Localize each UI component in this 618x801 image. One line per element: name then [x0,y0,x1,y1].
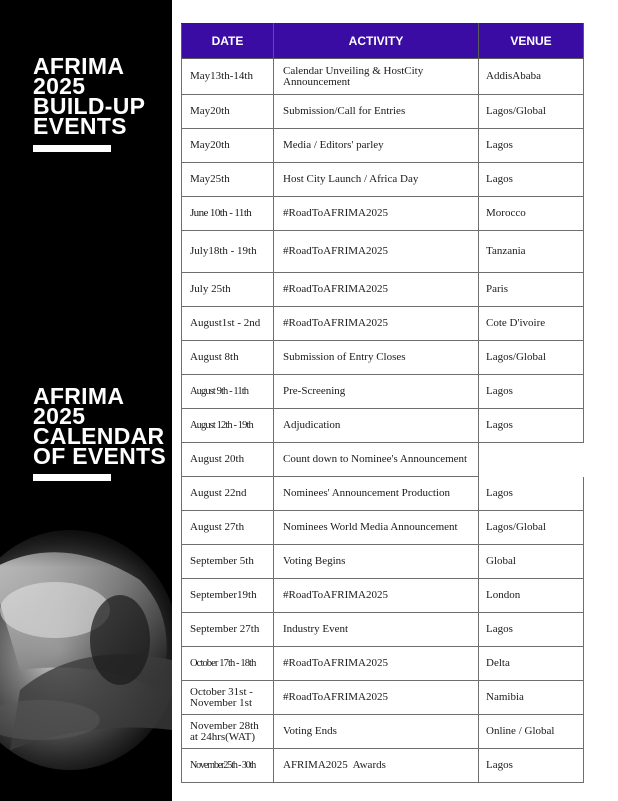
date-cell: September19th [182,579,274,613]
heading-line: EVENTS [33,113,127,139]
activity-cell: Industry Event [274,613,479,647]
build-up-events-heading [33,53,146,139]
venue-cell: Delta [479,647,584,681]
activity-cell: #RoadToAFRIMA2025 [274,231,479,273]
venue-cell: AddisAbaba [479,59,584,95]
venue-cell [479,443,584,477]
date-cell: September 27th [182,613,274,647]
date-cell: November 28th at 24hrs(WAT) [182,715,274,749]
activity-cell: Nominees World Media Announcement [274,511,479,545]
activity-cell: Adjudication [274,409,479,443]
activity-cell: Voting Ends [274,715,479,749]
heading-line: CALENDAR [33,423,165,449]
date-cell: May20th [182,129,274,163]
activity-cell: Voting Begins [274,545,479,579]
venue-cell: Tanzania [479,231,584,273]
heading-line: 2025 [33,73,86,99]
activity-cell: #RoadToAFRIMA2025 [274,307,479,341]
trophy-photo-image [0,490,172,801]
date-cell: August 8th [182,341,274,375]
table-row [182,341,584,375]
activity-cell: Count down to Nominee's Announcement [274,443,479,477]
activity-cell: Pre-Screening [274,375,479,409]
table-row [182,163,584,197]
table-row [182,197,584,231]
table-row [182,511,584,545]
table-row [182,409,584,443]
venue-cell: Lagos [479,749,584,783]
table-row [182,749,584,783]
venue-cell: Lagos [479,409,584,443]
table-row [182,273,584,307]
venue-cell: Lagos/Global [479,341,584,375]
activity-cell: #RoadToAFRIMA2025 [274,197,479,231]
heading-line: AFRIMA [33,383,125,409]
heading-underline [33,474,111,481]
activity-cell: #RoadToAFRIMA2025 [274,579,479,613]
table-row [182,681,584,715]
events-table-container [181,23,583,783]
activity-cell: #RoadToAFRIMA2025 [274,681,479,715]
date-cell: November25th - 30th [182,749,274,783]
date-cell: October 17th - 18th [182,647,274,681]
activity-column-header: ACTIVITY [274,24,479,59]
table-row [182,715,584,749]
date-cell: August1st - 2nd [182,307,274,341]
heading-line: BUILD-UP [33,93,146,119]
heading-line: OF EVENTS [33,443,167,469]
date-cell: August 12th - 19th [182,409,274,443]
activity-cell: Nominees' Announcement Production [274,477,479,511]
table-row [182,477,584,511]
venue-cell: Namibia [479,681,584,715]
activity-cell: Calendar Unveiling & HostCity Announcement [274,59,479,95]
activity-cell: AFRIMA2025 Awards [274,749,479,783]
venue-cell: Paris [479,273,584,307]
table-row [182,231,584,273]
venue-cell: Cote D'ivoire [479,307,584,341]
table-row [182,647,584,681]
date-cell: May25th [182,163,274,197]
table-row [182,545,584,579]
sidebar-panel [0,0,172,801]
table-row [182,375,584,409]
table-row [182,613,584,647]
venue-cell: Lagos/Global [479,95,584,129]
events-table [181,23,584,783]
activity-cell: Submission/Call for Entries [274,95,479,129]
heading-line: AFRIMA [33,53,125,79]
table-row [182,443,584,477]
table-row [182,579,584,613]
date-cell: May13th-14th [182,59,274,95]
table-row [182,59,584,95]
date-cell: August 9th - 11th [182,375,274,409]
heading-line: 2025 [33,403,86,429]
venue-cell: Lagos [479,613,584,647]
venue-cell: Morocco [479,197,584,231]
date-cell: July 25th [182,273,274,307]
venue-cell: Lagos/Global [479,511,584,545]
date-cell: September 5th [182,545,274,579]
activity-cell: Media / Editors' parley [274,129,479,163]
date-column-header: DATE [182,24,274,59]
calendar-of-events-heading [33,383,167,469]
table-row [182,307,584,341]
venue-cell: Lagos [479,375,584,409]
venue-cell: Lagos [479,477,584,511]
table-row [182,95,584,129]
venue-cell: Online / Global [479,715,584,749]
venue-cell: Global [479,545,584,579]
heading-underline [33,145,111,152]
activity-cell: #RoadToAFRIMA2025 [274,647,479,681]
date-cell: August 22nd [182,477,274,511]
table-row [182,129,584,163]
date-cell: July18th - 19th [182,231,274,273]
activity-cell: Submission of Entry Closes [274,341,479,375]
activity-cell: Host City Launch / Africa Day [274,163,479,197]
date-cell: October 31st - November 1st [182,681,274,715]
date-cell: May20th [182,95,274,129]
date-cell: August 20th [182,443,274,477]
table-header-row [182,24,584,59]
date-cell: August 27th [182,511,274,545]
date-cell: June 10th - 11th [182,197,274,231]
venue-cell: Lagos [479,163,584,197]
venue-column-header: VENUE [479,24,584,59]
activity-cell: #RoadToAFRIMA2025 [274,273,479,307]
venue-cell: London [479,579,584,613]
venue-cell: Lagos [479,129,584,163]
